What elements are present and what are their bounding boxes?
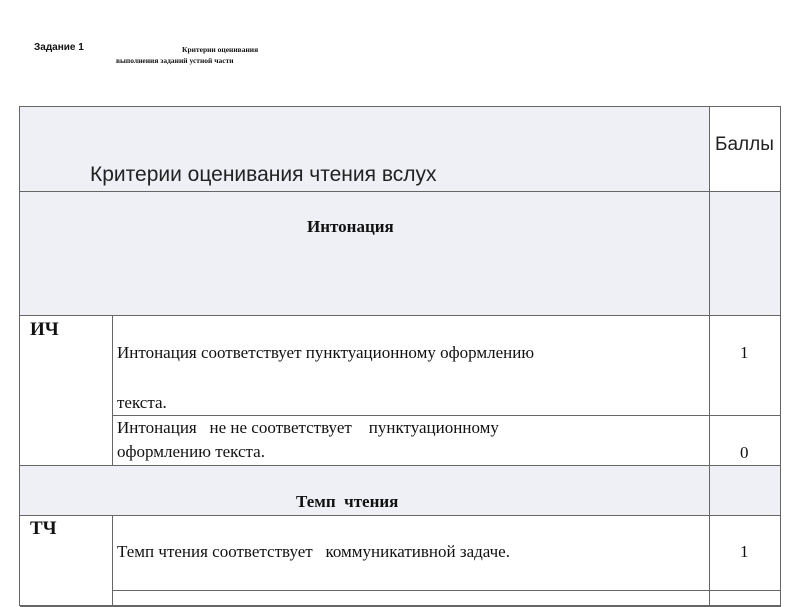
section-tempo-cell [20, 466, 710, 516]
ich-row1-line2: текста. [117, 393, 167, 412]
ich-row1-line1: Интонация соответствует пунктуационному оформлению [117, 343, 535, 362]
ich-code-cell [20, 316, 113, 466]
tch-row1-cell [113, 516, 710, 591]
table-title: Критерии оценивания чтения вслух [90, 163, 437, 186]
tch-code-cell [20, 516, 113, 607]
tch-row1-score-cell [710, 516, 781, 591]
tch-row1-score: 1 [740, 542, 749, 561]
ich-row2-score: 0 [740, 443, 749, 462]
section-tempo-title: Темп чтения [296, 492, 399, 511]
points-header: Баллы [715, 134, 774, 155]
ich-row2-cell [113, 416, 710, 466]
ich-row2-line2: оформлению текста. [117, 442, 265, 461]
ich-row1-score-cell [710, 316, 781, 416]
task-label: Задание 1 [34, 42, 84, 53]
ich-code: ИЧ [30, 319, 59, 340]
criteria-table [19, 106, 781, 606]
tch-code: ТЧ [30, 518, 57, 539]
criteria-caption-line2: выполнения заданий устной части [116, 56, 234, 65]
tch-row2-score-cell [710, 591, 781, 607]
section-tempo-score-cell [710, 466, 781, 516]
ich-row1-score: 1 [740, 343, 749, 362]
section-intonation-title: Интонация [307, 217, 394, 236]
tch-row2-cell [113, 591, 710, 607]
criteria-caption [116, 44, 316, 66]
ich-row1-cell [113, 316, 710, 416]
tch-row1-text: Темп чтения соответствует коммуникативной задаче. [117, 542, 510, 561]
ich-row2-line1: Интонация не не соответствует пунктуационному [117, 418, 499, 437]
table-title-cell [20, 107, 710, 192]
criteria-caption-line1: Критерии оценивания [182, 45, 259, 54]
section-intonation-cell [20, 192, 710, 316]
ich-row2-score-cell [710, 416, 781, 466]
points-header-cell [710, 107, 781, 192]
section-intonation-score-cell [710, 192, 781, 316]
